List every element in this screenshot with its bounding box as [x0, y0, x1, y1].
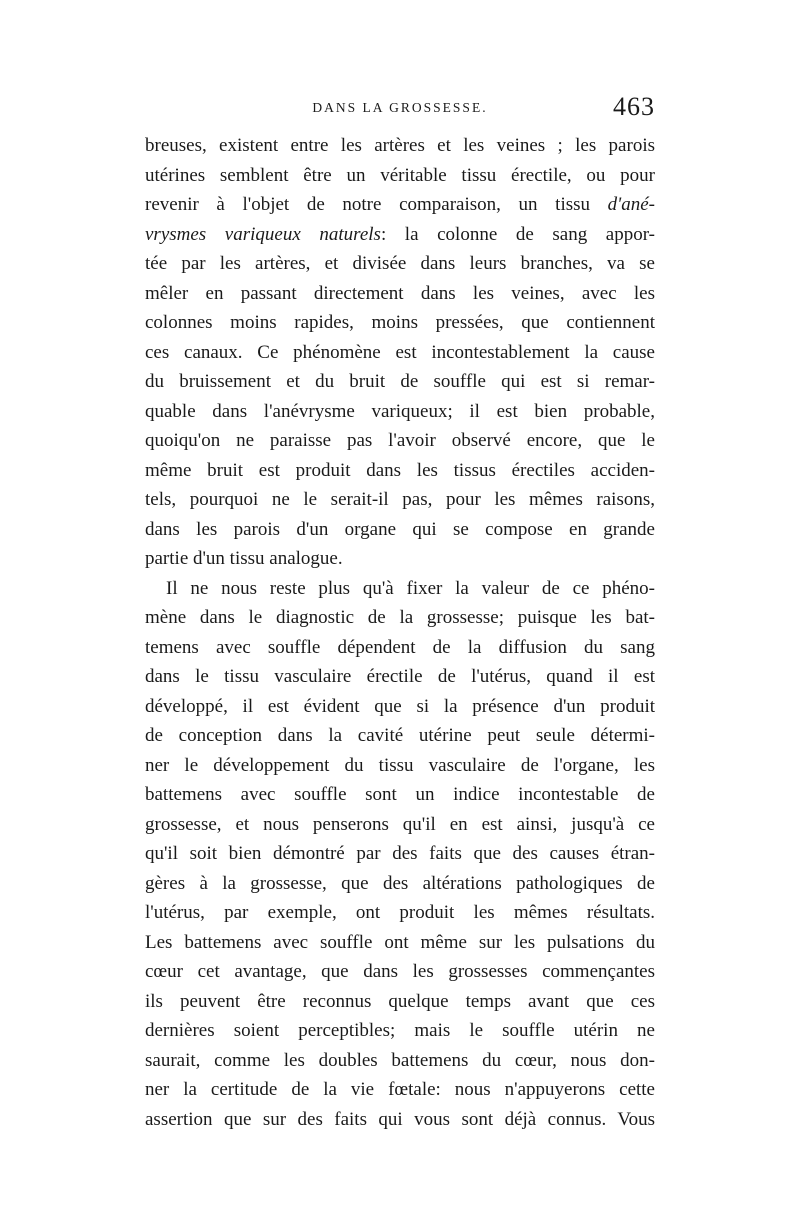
text-line: saurait, comme les doubles battemens du cœur, nous don- [145, 1049, 655, 1071]
text-line: temens avec souffle dépendent de la diffusion du sang [145, 636, 655, 658]
text-line [145, 190, 655, 220]
text-line: ces canaux. Ce phénomène est incontestablement la cause [145, 341, 655, 363]
text-line: ner la certitude de la vie fœtale: nous n'appuyerons cette [145, 1079, 655, 1100]
text-line: ner le développement du tissu vasculaire de l'organe, les [145, 754, 655, 776]
running-header [145, 92, 655, 122]
paragraph-start-line: Il ne nous reste plus qu'à fixer la valeur de ce phéno- [166, 577, 655, 599]
text-line: Les battemens avec souffle ont même sur les pulsations du [145, 931, 655, 953]
text-line: de conception dans la cavité utérine peut seule détermi- [145, 725, 655, 746]
text-line: tée par les artères, et divisée dans leurs branches, va se [145, 253, 655, 274]
text-segment: : la colonne de sang appor- [380, 223, 655, 245]
text-line: développé, il est évident que si la présence d'un produit [145, 695, 655, 717]
text-line: assertion que sur des faits qui vous sont déjà connus. Vous [145, 1108, 655, 1130]
text-line: grossesse, et nous penserons qu'il en est ainsi, jusqu'à ce [145, 813, 655, 835]
text-line [145, 220, 655, 250]
text-line: du bruissement et du bruit de souffle qui est si remar- [145, 371, 655, 392]
text-line: colonnes moins rapides, moins pressées, que contiennent [145, 312, 655, 333]
text-line: quoiqu'on ne paraisse pas l'avoir observé encore, que le [145, 430, 655, 451]
body-text [145, 131, 655, 1134]
text-line: mène dans le diagnostic de la grossesse; puisque les bat- [145, 607, 655, 628]
text-line: tels, pourquoi ne le serait-il pas, pour les mêmes raisons, [145, 489, 655, 510]
text-line: dans les parois d'un organe qui se compose en grande [145, 518, 655, 540]
text-line: ils peuvent être reconnus quelque temps avant que ces [145, 990, 655, 1012]
text-line: battemens avec souffle sont un indice incontestable de [145, 784, 655, 805]
text-line: quable dans l'anévrysme variqueux; il est bien probable, [145, 400, 655, 422]
text-line: même bruit est produit dans les tissus érectiles acciden- [145, 459, 655, 481]
running-title: DANS LA GROSSESSE. [312, 100, 488, 115]
text-line: gères à la grossesse, que des altérations pathologiques de [145, 872, 655, 894]
text-line: qu'il soit bien démontré par des faits que des causes étran- [145, 843, 655, 864]
text-line: utérines semblent être un véritable tissu érectile, ou pour [145, 164, 655, 186]
text-segment: revenir à l'objet de notre comparaison, un tissu [145, 194, 591, 215]
text-line: mêler en passant directement dans les veines, avec les [145, 282, 655, 304]
italic-text: vrysmes variqueux naturels [145, 223, 381, 245]
text-line: l'utérus, par exemple, ont produit les mêmes résultats. [145, 902, 655, 923]
text-line: cœur cet avantage, que dans les grossesses commençantes [145, 961, 655, 982]
text-line: dans le tissu vasculaire érectile de l'utérus, quand il est [145, 666, 655, 687]
page-number: 463 [613, 92, 655, 121]
text-line: breuses, existent entre les artères et les veines ; les parois [145, 135, 655, 156]
paragraph-end-line: partie d'un tissu analogue. [145, 548, 343, 569]
italic-text: d'ané- [607, 194, 655, 215]
text-line: dernières soient perceptibles; mais le souffle utérin ne [145, 1020, 655, 1041]
